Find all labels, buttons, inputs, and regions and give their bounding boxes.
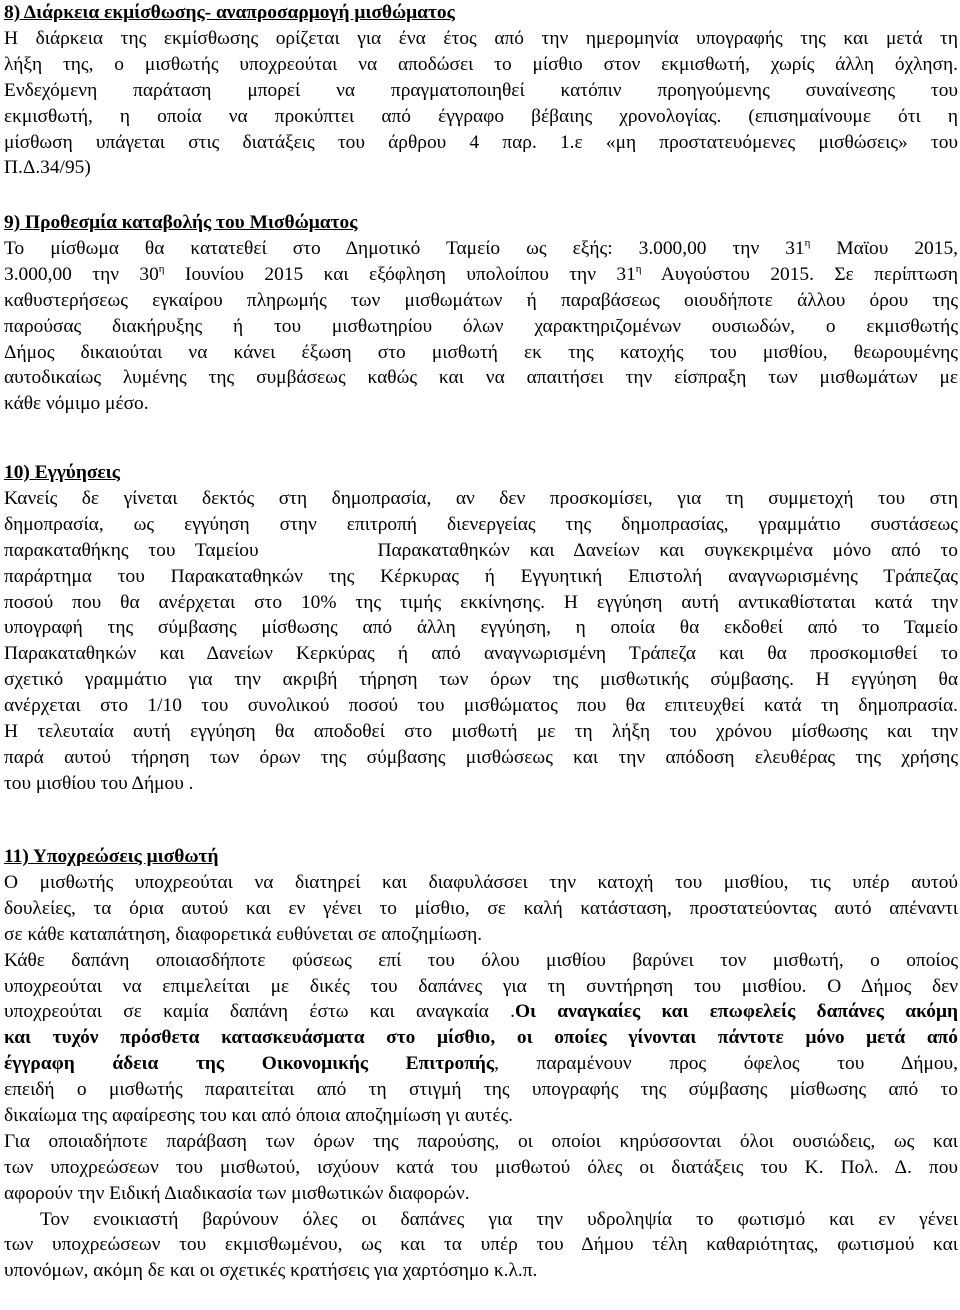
section-11-line <box>4 1051 958 1077</box>
section-10-line: του μισθίου του Δήμου . <box>4 772 194 794</box>
section-8 <box>4 0 958 181</box>
section-8-line: μίσθωση υπάγεται στις διατάξεις του άρθρου 4 παρ. 1.ε «μη προστατευόμενες μισθώσεις» του <box>4 131 958 153</box>
section-11-line: υποχρεούται να επιμελείται με δικές του δαπάνες για τη συντήρηση του μισθίου. Ο Δήμος δεν <box>4 975 958 997</box>
section-10-line: ανέρχεται στο 1/10 του συνολικού ποσού του μισθώματος που θα επιτευχθεί κατά τη δημοπρασία. <box>4 695 958 717</box>
section-11-line: αφορούν την Ειδική Διαδικασία των μισθωτικών διαφορών. <box>4 1182 470 1204</box>
ordinal-mark: η <box>804 237 811 249</box>
section-8-line: λήξη της, ο μισθωτής υποχρεούται να αποδώσει το μίσθιο στον εκμισθωτή, χωρίς άλλη όχληση. <box>4 53 958 75</box>
section-9 <box>4 210 958 417</box>
section-10-line: παράρτημα του Παρακαταθηκών της Κέρκυρας ή Εγγυητική Επιστολή αναγνωρισμένης Τράπεζας <box>4 565 958 587</box>
payment-schedule-text: Το μίσθωμα θα κατατεθεί στο Δημοτικό Ταμείο ως εξής: 3.000,00 την 31 <box>4 238 805 259</box>
section-8-line: Ενδεχόμενη παράταση μπορεί να πραγματοποιηθεί κατόπιν προηγούμενης συναίνεσης του <box>4 79 958 101</box>
payment-amount-text: 3.000,00 την 30 <box>4 263 159 285</box>
section-11-line: των υποχρεώσεων του εκμισθωμένου, ως και τα υπέρ του Δήμου τέλη καθαριότητας, φωτισμού και <box>4 1234 958 1256</box>
section-10-line: δημοπρασία, ως εγγύηση στην επιτροπή διενεργείας της δημοπρασίας, γραμμάτιο συστάσεως <box>4 513 958 535</box>
bold-clause-text: Οι αναγκαίες και επωφελείς δαπάνες ακόμη <box>514 1001 958 1023</box>
section-10-line: Παρακαταθηκών και Δανείων Κερκύρας ή από αναγνωρισμένη Τράπεζα και θα προσκομισθεί το <box>4 643 958 665</box>
section-11-line: σε κάθε καταπάτηση, διαφορετικά ευθύνεται σε αποζημίωση. <box>4 923 483 945</box>
section-11-line: υπονόμων, ακόμη δε και οι σχετικές κρατήσεις για χαρτόσημο κ.λ.π. <box>4 1260 538 1282</box>
section-10 <box>4 460 958 797</box>
section-9-line: αυτοδικαίως λυμένης της συμβάσεως καθώς και να απαιτήσει την είσπραξη των μισθωμάτων με <box>4 367 958 389</box>
section-11 <box>4 844 958 1284</box>
section-11-line: Τον ενοικιαστή βαρύνουν όλες οι δαπάνες για την υδροληψία το φωτισμό και εν γένει <box>40 1208 958 1230</box>
section-11-line: Κάθε δαπάνη οποιασδήποτε φύσεως επί του όλου μισθίου βαρύνει τον μισθωτή, ο οποίος <box>4 949 958 971</box>
ordinal-mark: η <box>158 262 165 275</box>
section-10-line: σχετικό γραμμάτιο για την ακριβή τήρηση των όρων της μισθωτικής σύμβασης. Η εγγύηση θα <box>4 669 958 691</box>
section-10-line: υπογραφή της σύμβασης μίσθωσης από άλλη εγγύηση, η οποία θα εκδοθεί από το Ταμείο <box>4 617 958 639</box>
payment-final-text: Αυγούστου 2015. Σε περίπτωση <box>641 263 958 285</box>
section-11-line: δικαίωμα της αφαίρεσης του και από όποια αποζημίωση γι αυτές. <box>4 1105 514 1127</box>
section-9-line: κάθε νόμιμο μέσο. <box>4 393 149 415</box>
section-10-line: Η τελευταία αυτή εγγύηση θα αποδοθεί στο μισθωτή με τη λήξη του χρόνου μίσθωσης και την <box>4 721 958 743</box>
section-11-line: και τυχόν πρόσθετα κατασκευάσματα στο μίσθιο, οι οποίες γίνονται πάντοτε μόνο μετά από <box>4 1027 958 1049</box>
section-10-line: Κανείς δε γίνεται δεκτός στη δημοπρασία, αν δεν προσκομίσει, για τη συμμετοχή του στη <box>4 488 958 509</box>
expense-clause-text: , παραμένουν προς όφελος του Δήμου, <box>494 1053 958 1075</box>
section-11-line: των υποχρεώσεων του μισθωτού, ισχύουν κατά του μισθωτού όλες οι διατάξεις του Κ. Πολ. Δ. που <box>4 1156 958 1178</box>
section-8-title: 8) Διάρκεια εκμίσθωσης- αναπροσαρμογή μισθώματος <box>4 2 455 23</box>
ordinal-mark: η <box>635 262 642 275</box>
section-9-line: παρούσας διακήρυξης ή του μισθωτηρίου όλων χαρακτηριζομένων ουσιωδών, ο εκμισθωτής <box>4 315 958 337</box>
section-11-line: επειδή ο μισθωτής παραιτείται από τη στιγμή της υπογραφής της σύμβασης μίσθωσης από το <box>4 1079 958 1101</box>
section-11-title: 11) Υποχρεώσεις μισθωτή <box>4 846 219 867</box>
section-9-line: Δήμος δικαιούται να κάνει έξωση στο μισθωτή εκ της κατοχής του μισθίου, θεωρουμένης <box>4 341 958 363</box>
section-10-line: παρά αυτού τήρηση των όρων της σύμβασης μισθώσεως και την απόδοση ελευθέρας της χρήσης <box>4 746 958 768</box>
section-11-line: Ο μισθωτής υποχρεούται να διατηρεί και διαφυλάσσει την κατοχή του μισθίου, τις υπέρ αυτού <box>4 872 958 893</box>
section-11-line <box>4 999 958 1025</box>
payment-date-text: Ιουνίου 2015 και εξόφληση υπολοίπου την 31 <box>164 263 636 285</box>
section-8-line: Η διάρκεια της εκμίσθωσης ορίζεται για ένα έτος από την ημερομηνία υπογραφής της και μετά τη <box>4 28 958 49</box>
section-10-title: 10) Εγγύησεις <box>4 462 120 483</box>
section-9-line <box>4 236 958 262</box>
bold-clause-text: έγγραφη άδεια της Οικονομικής Επιτροπής <box>4 1053 495 1075</box>
section-9-line <box>4 262 958 288</box>
expense-clause-text: υποχρεούται σε καμία δαπάνη έστω και αναγκαία . <box>4 1001 515 1023</box>
payment-date-text: Μαϊου 2015, <box>810 238 958 259</box>
section-9-line: καθυστερήσεως εγκαίρου πληρωμής των μισθωμάτων ή παραβάσεως οιουδήποτε άλλου όρου της <box>4 289 958 311</box>
section-8-line: Π.Δ.34/95) <box>4 157 91 179</box>
section-11-line: δουλείες, τα όρια αυτού και εν γένει το μίσθιο, σε καλή κατάσταση, προστατεύοντας αυτό απέναντι <box>4 897 958 919</box>
section-10-line: ποσού που θα ανέρχεται στο 10% της τιμής εκκίνησης. Η εγγύηση αυτή αντικαθίσταται κατά την <box>4 591 958 613</box>
section-11-line: Για οποιαδήποτε παράβαση των όρων της παρούσης, οι οποίοι κηρύσσονται όλοι ουσιώδεις, ως και <box>4 1130 958 1152</box>
section-10-line: παρακαταθήκης του Ταμείου Παρακαταθηκών και Δανείων και συγκεκριμένα μόνο από το <box>4 539 958 561</box>
section-8-line: εκμισθωτή, η οποία να προκύπτει από έγγραφο βέβαιης χρονολογίας. (επισημαίνουμε ότι η <box>4 105 958 127</box>
section-9-title: 9) Προθεσμία καταβολής του Μισθώματος <box>4 212 358 233</box>
